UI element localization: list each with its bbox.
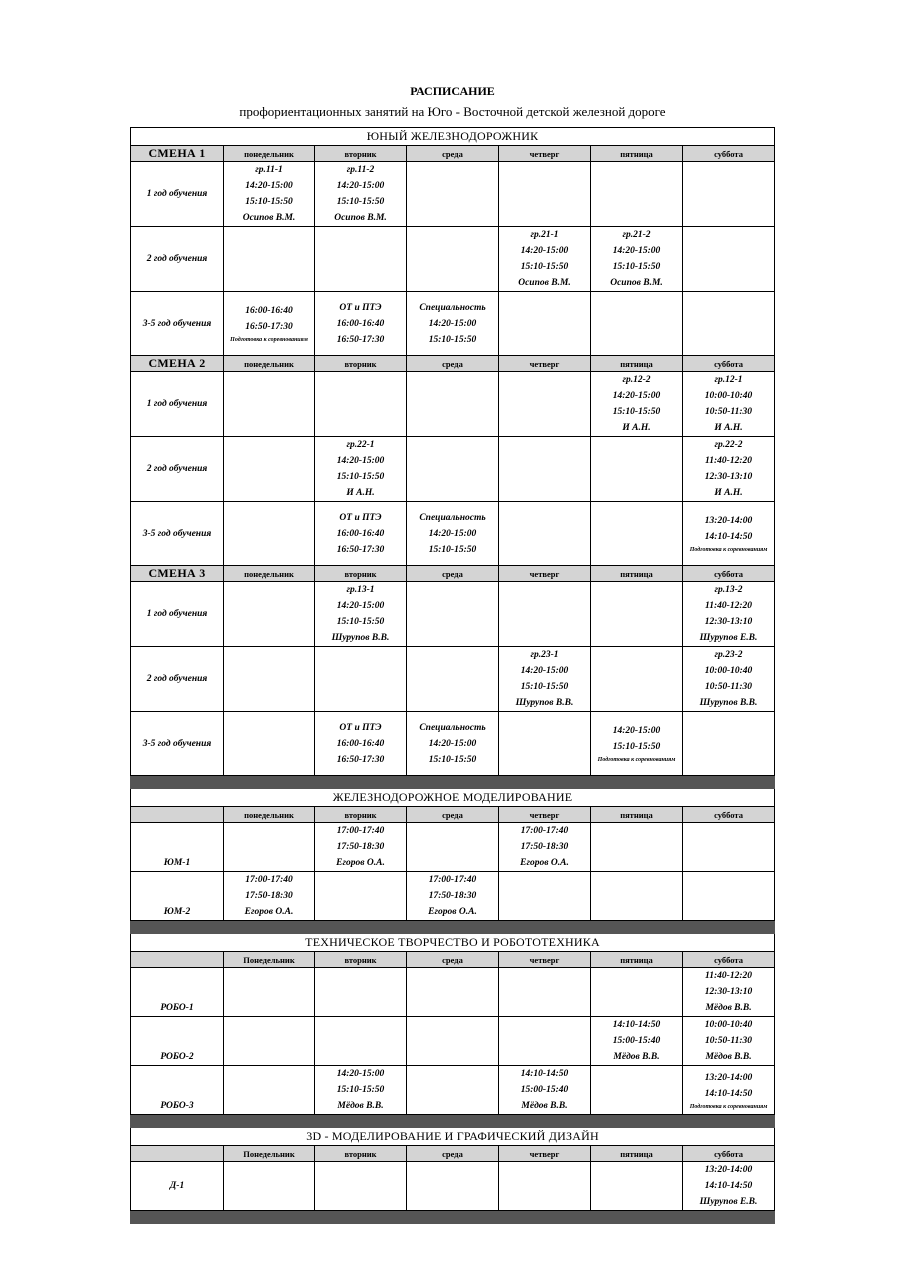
schedule-cell	[499, 823, 591, 872]
cell-line: 16:50-17:30	[336, 754, 385, 765]
cell-line: 13:20-14:00	[704, 1165, 753, 1175]
cell-line: 14:20-15:00	[520, 246, 569, 256]
cell-note: Подготовка к соревнованиям	[230, 337, 308, 343]
schedule-row	[131, 823, 775, 872]
day-header: среда	[407, 146, 499, 162]
schedule-cell	[224, 712, 315, 776]
row-label: 3-5 год обучения	[131, 292, 224, 356]
document-title: РАСПИСАНИЕ	[410, 84, 495, 98]
schedule-cell	[683, 502, 775, 566]
cell-line: 13:20-14:00	[704, 1072, 753, 1083]
schedule-cell	[683, 968, 775, 1017]
day-header: среда	[407, 356, 499, 372]
cell-line: 14:10-14:50	[704, 532, 753, 542]
cell-line: 15:10-15:50	[336, 617, 385, 627]
schedule-cell	[591, 502, 683, 566]
row-label: 2 год обучения	[131, 437, 224, 502]
day-header: суббота	[683, 566, 775, 582]
schedule-cell	[224, 227, 315, 292]
day-header: пятница	[591, 952, 683, 968]
day-header: суббота	[683, 807, 775, 823]
schedule-cell	[315, 227, 407, 292]
schedule-cell	[683, 437, 775, 502]
schedule-cell	[407, 162, 499, 227]
cell-line: 17:00-17:40	[336, 826, 385, 836]
cell-line: Осипов В.М.	[334, 213, 387, 223]
schedule-row	[131, 647, 775, 712]
cell-line: гр.12-1	[714, 375, 743, 385]
cell-line: 14:10-14:50	[704, 1181, 753, 1191]
cell-line: Осипов В.М.	[518, 278, 571, 288]
schedule-cell	[499, 162, 591, 227]
schedule-cell	[499, 968, 591, 1017]
day-header-row	[131, 952, 775, 968]
cell-line: 14:10-14:50	[704, 1088, 753, 1099]
cell-line: Осипов В.М.	[610, 278, 663, 288]
schedule-cell	[315, 968, 407, 1017]
day-header: пятница	[591, 356, 683, 372]
schedule-cell	[683, 582, 775, 647]
cell-line: ОТ и ПТЭ	[339, 302, 382, 313]
schedule-cell	[315, 582, 407, 647]
day-header: суббота	[683, 146, 775, 162]
schedule-cell	[407, 1162, 499, 1211]
schedule-cell	[315, 823, 407, 872]
schedule-cell	[591, 872, 683, 921]
schedule-cell	[315, 292, 407, 356]
separator-bar	[131, 921, 775, 934]
day-header: пятница	[591, 566, 683, 582]
schedule-cell	[499, 437, 591, 502]
day-header: понедельник	[224, 807, 315, 823]
cell-line: 16:50-17:30	[336, 544, 385, 555]
schedule-cell	[591, 582, 683, 647]
cell-line: 17:50-18:30	[428, 891, 477, 901]
schedule-cell	[683, 1162, 775, 1211]
schedule-row	[131, 292, 775, 356]
cell-line: гр.23-2	[714, 650, 743, 660]
cell-line: 16:00-16:40	[336, 318, 385, 329]
cell-line: 14:20-15:00	[336, 601, 385, 611]
section-title-row	[131, 1128, 775, 1146]
schedule-cell	[683, 227, 775, 292]
schedule-cell	[224, 872, 315, 921]
schedule-cell	[315, 647, 407, 712]
schedule-row	[131, 162, 775, 227]
cell-line: 15:10-15:50	[428, 544, 477, 555]
cell-line: 14:20-15:00	[612, 246, 661, 256]
cell-line: 17:50-18:30	[336, 842, 385, 852]
row-label: 1 год обучения	[131, 372, 224, 437]
schedule-row	[131, 227, 775, 292]
cell-line: Шурупов Е.В.	[699, 633, 758, 643]
schedule-cell	[224, 582, 315, 647]
schedule-row	[131, 968, 775, 1017]
cell-line: Шурупов В.В.	[699, 698, 758, 708]
cell-line: 15:10-15:50	[336, 1085, 385, 1095]
schedule-cell	[224, 502, 315, 566]
schedule-cell	[407, 823, 499, 872]
schedule-row	[131, 712, 775, 776]
schedule-cell	[591, 1066, 683, 1115]
shift-header	[131, 356, 775, 372]
cell-line: гр.22-1	[346, 440, 375, 450]
schedule-cell	[315, 162, 407, 227]
cell-line: гр.13-2	[714, 585, 743, 595]
day-header: четверг	[499, 1146, 591, 1162]
schedule-cell	[591, 647, 683, 712]
cell-line: ОТ и ПТЭ	[339, 722, 382, 733]
schedule-cell	[591, 712, 683, 776]
schedule-row	[131, 1162, 775, 1211]
cell-line: 10:50-11:30	[705, 407, 753, 417]
cell-line: гр.11-1	[255, 165, 283, 175]
cell-line: Егоров О.А.	[428, 907, 477, 917]
cell-line: 15:10-15:50	[428, 334, 477, 345]
schedule-row	[131, 1066, 775, 1115]
schedule-cell	[407, 582, 499, 647]
schedule-cell	[224, 1162, 315, 1211]
schedule-cell	[499, 1017, 591, 1066]
cell-line: 16:00-16:40	[245, 306, 293, 316]
shift-header	[131, 566, 775, 582]
shift-header	[131, 146, 775, 162]
section-separator	[131, 921, 775, 934]
schedule-cell	[683, 872, 775, 921]
separator-bar	[131, 776, 775, 789]
schedule-cell	[315, 372, 407, 437]
cell-line: 14:20-15:00	[428, 528, 477, 539]
day-header: четверг	[499, 356, 591, 372]
schedule-cell	[224, 1017, 315, 1066]
schedule-cell	[315, 1017, 407, 1066]
day-header: среда	[407, 952, 499, 968]
cell-line: гр.21-2	[622, 230, 651, 240]
section-title-row	[131, 789, 775, 807]
schedule-cell	[591, 162, 683, 227]
schedule-cell	[315, 437, 407, 502]
schedule-cell	[499, 712, 591, 776]
schedule-cell	[407, 437, 499, 502]
day-header: вторник	[315, 807, 407, 823]
schedule-cell	[499, 502, 591, 566]
schedule-cell	[407, 227, 499, 292]
cell-line: 17:50-18:30	[520, 842, 569, 852]
cell-line: гр.22-2	[714, 440, 743, 450]
cell-line: 10:00-10:40	[704, 1020, 753, 1030]
cell-line: Мёдов В.В.	[337, 1101, 384, 1111]
shift-label: СМЕНА 3	[131, 566, 224, 582]
row-label: ЮМ-2	[131, 872, 224, 921]
day-header: вторник	[315, 356, 407, 372]
cell-line: 15:00-15:40	[520, 1085, 569, 1095]
row-label: РОБО-3	[131, 1066, 224, 1115]
day-header: Понедельник	[224, 952, 315, 968]
schedule-cell	[315, 1066, 407, 1115]
cell-line: 11:40-12:20	[705, 456, 753, 466]
schedule-cell	[499, 1162, 591, 1211]
schedule-row	[131, 502, 775, 566]
cell-line: 15:00-15:40	[612, 1036, 661, 1046]
row-label: Д-1	[131, 1162, 224, 1211]
day-header: Понедельник	[224, 1146, 315, 1162]
row-label: 3-5 год обучения	[131, 712, 224, 776]
cell-line: И А.Н.	[622, 423, 651, 433]
cell-line: 15:10-15:50	[612, 742, 661, 752]
section-separator	[131, 776, 775, 789]
cell-line: Мёдов В.В.	[521, 1101, 568, 1111]
day-header: четверг	[499, 566, 591, 582]
cell-line: Специальность	[419, 722, 486, 733]
cell-line: Егоров О.А.	[336, 858, 385, 868]
schedule-cell	[407, 712, 499, 776]
cell-line: 16:00-16:40	[336, 738, 385, 749]
cell-line: 10:00-10:40	[704, 391, 753, 401]
cell-line: 16:50-17:30	[245, 322, 293, 332]
day-header: четверг	[499, 146, 591, 162]
schedule-cell	[224, 437, 315, 502]
day-header: пятница	[591, 146, 683, 162]
schedule-row	[131, 437, 775, 502]
cell-line: 14:20-15:00	[520, 666, 569, 676]
schedule-cell	[499, 872, 591, 921]
schedule-cell	[224, 372, 315, 437]
row-label: 2 год обучения	[131, 647, 224, 712]
day-header: понедельник	[224, 566, 315, 582]
schedule-cell	[224, 968, 315, 1017]
cell-line: 14:20-15:00	[428, 318, 477, 329]
schedule-row	[131, 872, 775, 921]
section-separator	[131, 1115, 775, 1128]
schedule-row	[131, 582, 775, 647]
section-title: ЖЕЛЕЗНОДОРОЖНОЕ МОДЕЛИРОВАНИЕ	[131, 789, 775, 807]
row-label: РОБО-1	[131, 968, 224, 1017]
day-header: среда	[407, 566, 499, 582]
cell-line: 14:20-15:00	[336, 181, 385, 191]
cell-line: 14:10-14:50	[612, 1020, 661, 1030]
schedule-cell	[591, 227, 683, 292]
schedule-cell	[683, 162, 775, 227]
section-title: 3D - МОДЕЛИРОВАНИЕ И ГРАФИЧЕСКИЙ ДИЗАЙН	[131, 1128, 775, 1146]
cell-line: Специальность	[419, 302, 486, 313]
schedule-cell	[407, 1017, 499, 1066]
day-header: четверг	[499, 952, 591, 968]
schedule-cell	[499, 582, 591, 647]
schedule-cell	[683, 292, 775, 356]
schedule-cell	[499, 647, 591, 712]
day-header: суббота	[683, 356, 775, 372]
header-blank	[131, 807, 224, 823]
cell-note: Подготовка к соревнованиям	[689, 1103, 768, 1110]
schedule-cell	[683, 647, 775, 712]
schedule-cell	[407, 502, 499, 566]
schedule-cell	[591, 968, 683, 1017]
cell-line: гр.13-1	[346, 585, 375, 595]
day-header: вторник	[315, 566, 407, 582]
schedule-cell	[499, 1066, 591, 1115]
schedule-cell	[407, 292, 499, 356]
cell-line: 10:00-10:40	[704, 666, 753, 676]
cell-line: Шурупов Е.В.	[699, 1197, 758, 1207]
day-header: вторник	[315, 146, 407, 162]
day-header-row	[131, 1146, 775, 1162]
cell-line: Мёдов В.В.	[705, 1003, 752, 1013]
schedule-cell	[591, 292, 683, 356]
cell-line: 14:20-15:00	[612, 726, 661, 736]
schedule-cell	[683, 1017, 775, 1066]
section-title: ЮНЫЙ ЖЕЛЕЗНОДОРОЖНИК	[131, 128, 775, 146]
cell-line: И А.Н.	[714, 488, 743, 498]
cell-line: И А.Н.	[346, 488, 375, 498]
row-label: РОБО-2	[131, 1017, 224, 1066]
day-header: среда	[407, 807, 499, 823]
schedule-cell	[407, 647, 499, 712]
header-blank	[131, 952, 224, 968]
cell-line: гр.23-1	[530, 650, 559, 660]
schedule-cell	[224, 647, 315, 712]
cell-line: Шурупов В.В.	[515, 698, 574, 708]
shift-label: СМЕНА 1	[131, 146, 224, 162]
row-label: 1 год обучения	[131, 582, 224, 647]
schedule-cell	[499, 292, 591, 356]
cell-line: 14:20-15:00	[245, 181, 293, 191]
document-subtitle: профориентационных занятий на Юго - Восточной детской железной дороге	[239, 104, 666, 119]
schedule-row	[131, 372, 775, 437]
schedule-cell	[224, 823, 315, 872]
cell-line: 13:20-14:00	[704, 516, 753, 526]
cell-line: И А.Н.	[714, 423, 743, 433]
cell-line: Мёдов В.В.	[705, 1052, 752, 1062]
day-header: вторник	[315, 952, 407, 968]
day-header: суббота	[683, 1146, 775, 1162]
schedule-cell	[591, 372, 683, 437]
day-header: пятница	[591, 1146, 683, 1162]
day-header-row	[131, 807, 775, 823]
schedule-cell	[591, 823, 683, 872]
separator-bar	[131, 1115, 775, 1128]
section-separator	[131, 1211, 775, 1224]
schedule-cell	[591, 1162, 683, 1211]
row-label: ЮМ-1	[131, 823, 224, 872]
day-header: понедельник	[224, 146, 315, 162]
row-label: 1 год обучения	[131, 162, 224, 227]
cell-line: 15:10-15:50	[428, 754, 477, 765]
schedule-row	[131, 1017, 775, 1066]
schedule-cell	[224, 162, 315, 227]
cell-line: 10:50-11:30	[705, 682, 753, 692]
schedule-cell	[315, 502, 407, 566]
schedule-cell	[224, 1066, 315, 1115]
separator-bar	[131, 1211, 775, 1224]
schedule-cell	[407, 1066, 499, 1115]
cell-line: гр.12-2	[622, 375, 651, 385]
cell-line: 11:40-12:20	[705, 971, 753, 981]
schedule-cell	[315, 1162, 407, 1211]
section-title-row	[131, 128, 775, 146]
cell-line: 17:50-18:30	[245, 891, 293, 901]
schedule-cell	[683, 712, 775, 776]
cell-line: 14:20-15:00	[336, 1069, 385, 1079]
cell-line: 15:10-15:50	[245, 197, 293, 207]
schedule-cell	[315, 712, 407, 776]
schedule-cell	[683, 372, 775, 437]
cell-line: Егоров О.А.	[520, 858, 569, 868]
section-title-row	[131, 934, 775, 952]
cell-line: 15:10-15:50	[612, 262, 661, 272]
day-header: вторник	[315, 1146, 407, 1162]
cell-note: Подготовка к соревнованиям	[597, 757, 676, 763]
schedule-cell	[591, 1017, 683, 1066]
cell-line: 15:10-15:50	[612, 407, 661, 417]
cell-note: Подготовка к соревнованиям	[689, 547, 768, 553]
day-header: среда	[407, 1146, 499, 1162]
cell-line: 17:00-17:40	[520, 826, 569, 836]
cell-line: 16:50-17:30	[336, 334, 385, 345]
shift-label: СМЕНА 2	[131, 356, 224, 372]
schedule-cell	[499, 227, 591, 292]
cell-line: 14:20-15:00	[612, 391, 661, 401]
schedule-cell	[224, 292, 315, 356]
schedule-cell	[407, 872, 499, 921]
schedule-table	[130, 127, 775, 1224]
cell-line: 15:10-15:50	[336, 472, 385, 482]
cell-line: 10:50-11:30	[705, 1036, 753, 1046]
schedule-cell	[683, 823, 775, 872]
cell-line: 16:00-16:40	[336, 528, 385, 539]
cell-line: 15:10-15:50	[336, 197, 385, 207]
cell-line: 11:40-12:20	[705, 601, 753, 611]
cell-line: 14:20-15:00	[336, 456, 385, 466]
cell-line: Шурупов В.В.	[331, 633, 390, 643]
cell-line: 14:20-15:00	[428, 738, 477, 749]
cell-line: 12:30-13:10	[704, 472, 753, 482]
day-header: понедельник	[224, 356, 315, 372]
cell-line: Мёдов В.В.	[613, 1052, 660, 1062]
day-header: пятница	[591, 807, 683, 823]
cell-line: Егоров О.А.	[244, 907, 294, 917]
cell-line: 12:30-13:10	[704, 987, 753, 997]
schedule-cell	[683, 1066, 775, 1115]
cell-line: 12:30-13:10	[704, 617, 753, 627]
cell-line: 14:10-14:50	[520, 1069, 569, 1079]
cell-line: 17:00-17:40	[245, 875, 293, 885]
schedule-cell	[407, 372, 499, 437]
cell-line: гр.21-1	[530, 230, 559, 240]
day-header: суббота	[683, 952, 775, 968]
schedule-cell	[499, 372, 591, 437]
cell-line: 15:10-15:50	[520, 262, 569, 272]
schedule-cell	[315, 872, 407, 921]
cell-line: 15:10-15:50	[520, 682, 569, 692]
header-blank	[131, 1146, 224, 1162]
cell-line: 17:00-17:40	[428, 875, 477, 885]
cell-line: гр.11-2	[346, 165, 375, 175]
schedule-cell	[407, 968, 499, 1017]
cell-line: Осипов В.М.	[242, 213, 296, 223]
row-label: 2 год обучения	[131, 227, 224, 292]
section-title: ТЕХНИЧЕСКОЕ ТВОРЧЕСТВО И РОБОТОТЕХНИКА	[131, 934, 775, 952]
day-header: четверг	[499, 807, 591, 823]
schedule-cell	[591, 437, 683, 502]
cell-line: ОТ и ПТЭ	[339, 512, 382, 523]
row-label: 3-5 год обучения	[131, 502, 224, 566]
cell-line: Специальность	[419, 512, 486, 523]
